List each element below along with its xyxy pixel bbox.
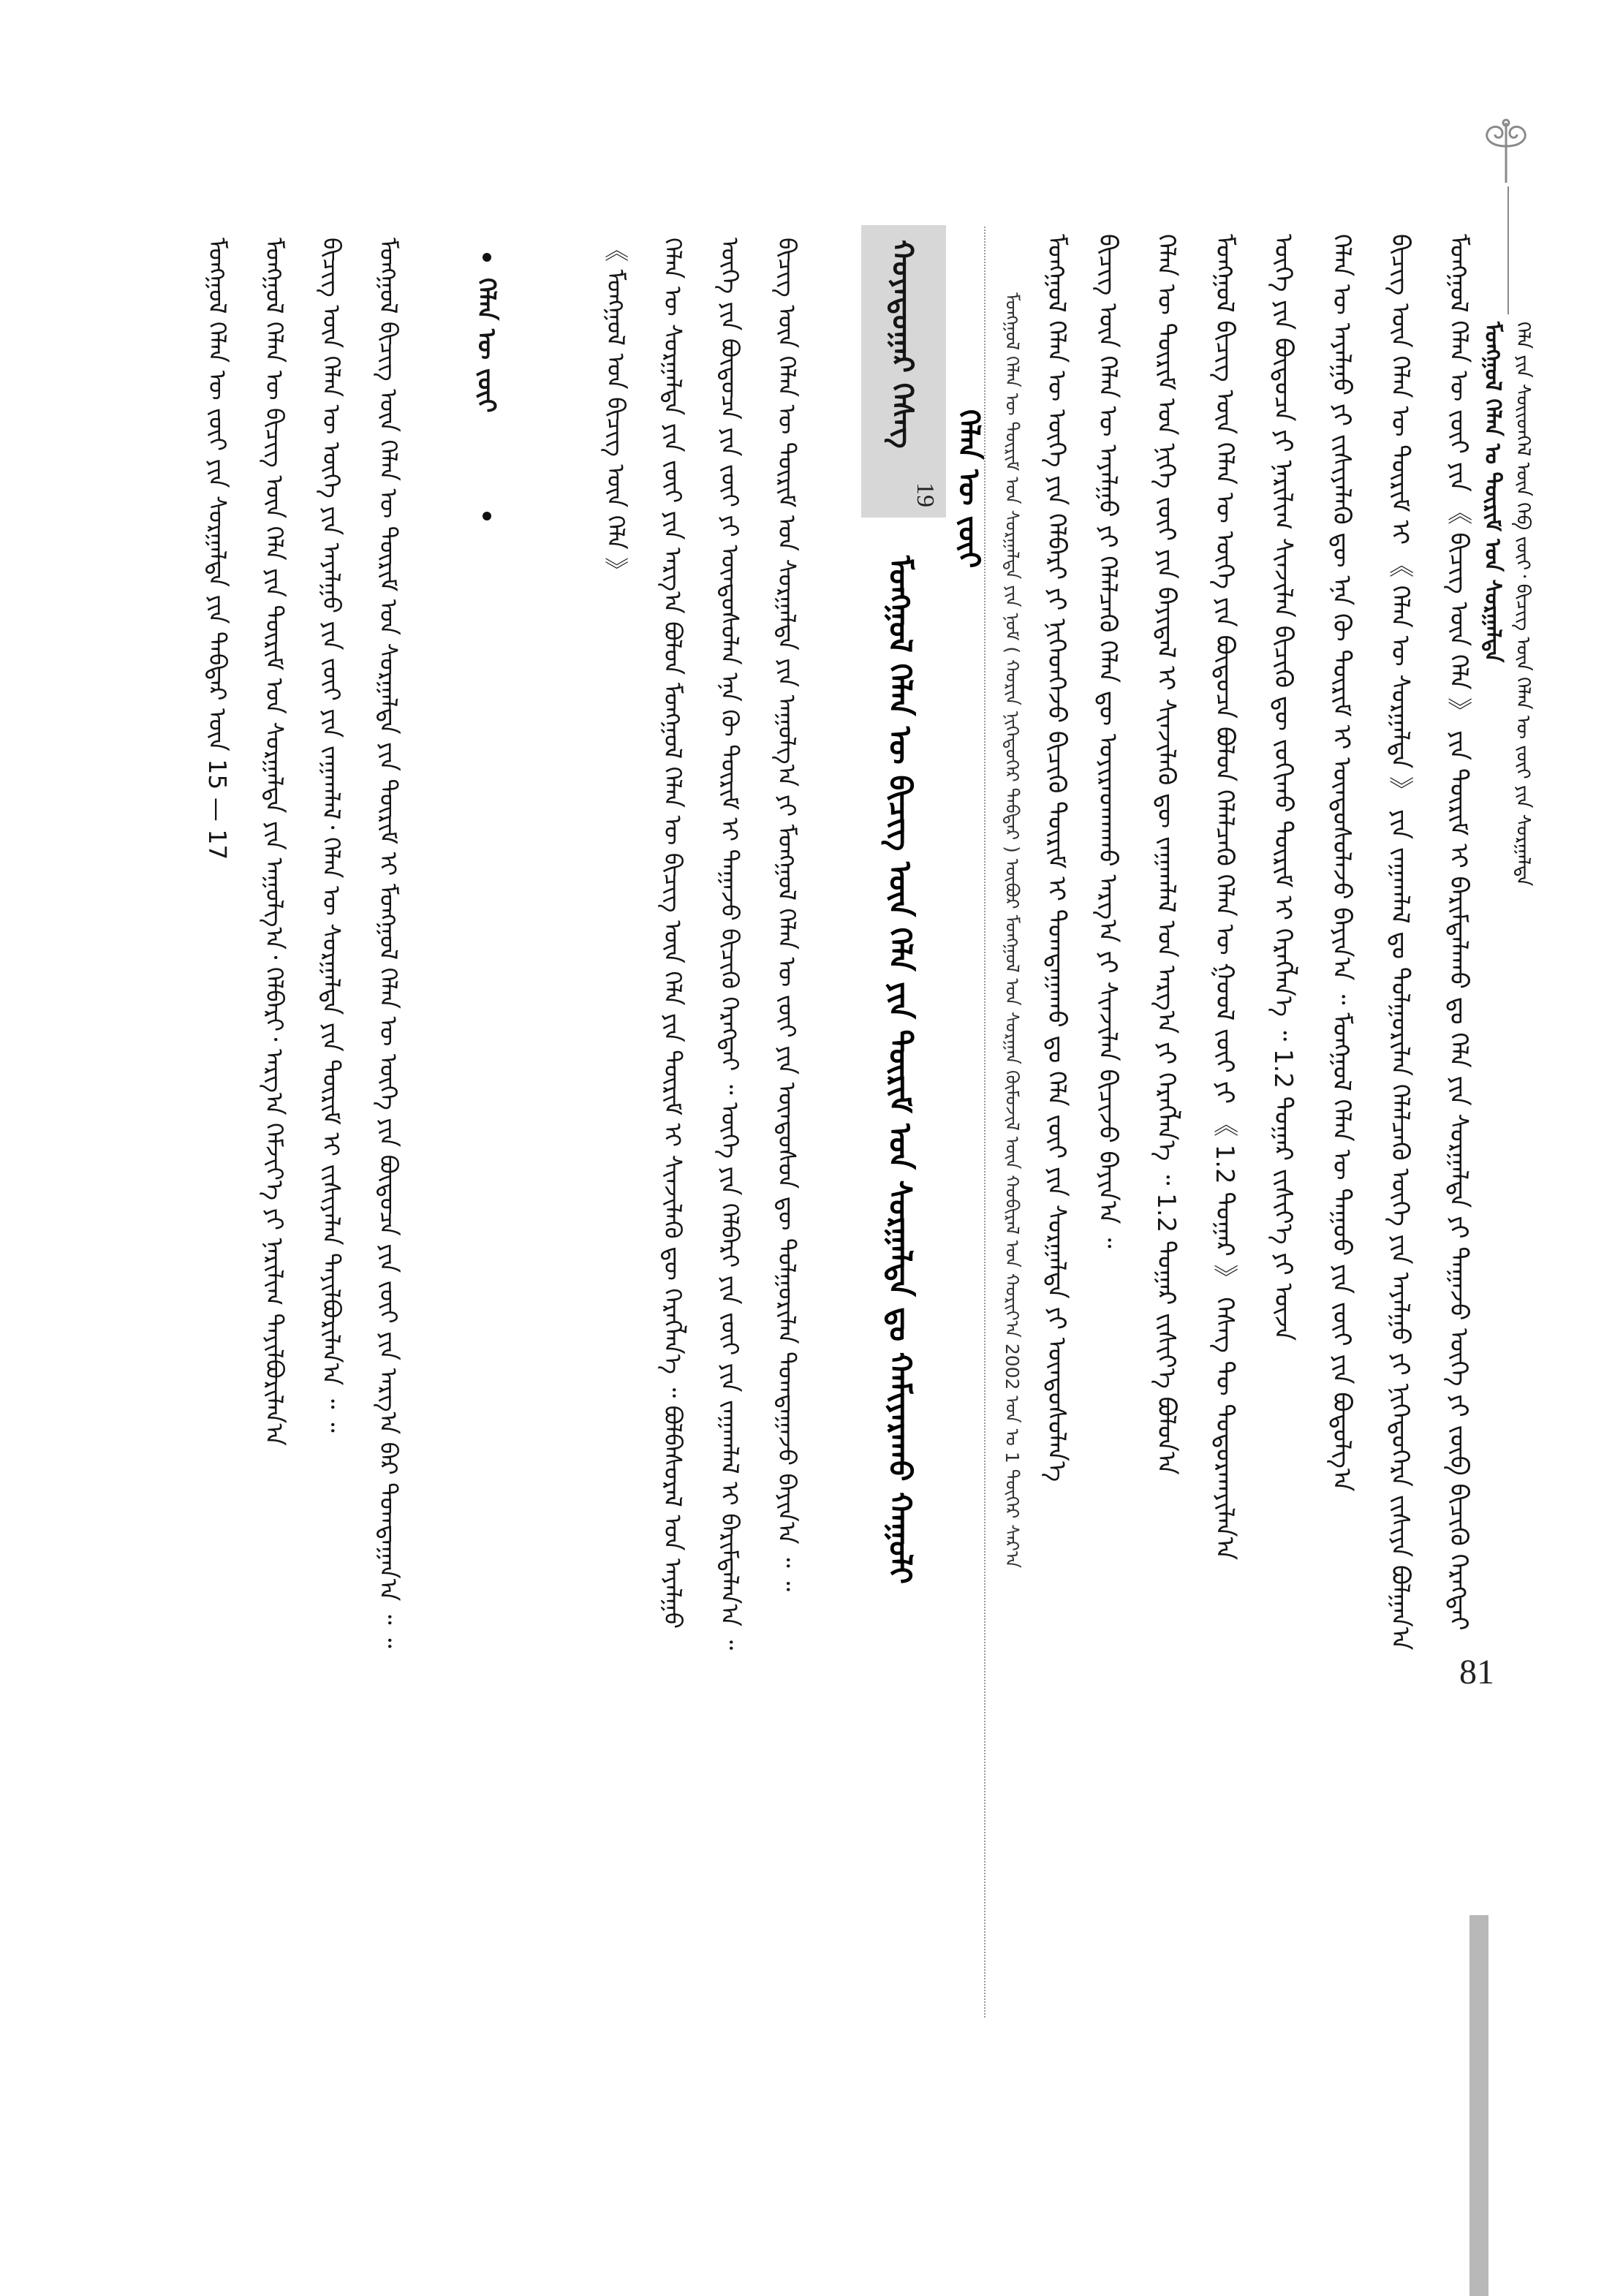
quotation-line: ᠮᠣᠩᠭᠣᠯ ᠬᠡᠯᠡᠨ ᠦ ᠦᠭᠡ ᠶᠢᠨ ᠬᠡᠯᠪᠡᠷᠢ ᠶᠢ ᠨᠢᠭᠡᠳᠭᠡᠵᠦ ᠪᠢᠴᠢᠬᠦ ᠳᠦᠷᠢᠮ ᠢ ᠲᠣᠭᠲᠠᠭᠠᠬᠤ ᠳᠤ ᠬᠡᠯᠡ ᠵᠦᠢ ᠶᠢᠨ ᠰᠤᠷᠭᠠᠯᠳᠠ ᠶᠢ ᠦᠨᠳᠦᠰᠦᠯᠡᠨ᠎ᠡ [1042,234,1071,1482]
quotation-line: ᠮᠣᠩᠭᠣᠯ ᠪᠢᠴᠢᠭ᠌ ᠦᠨ ᠬᠡᠯᠡᠨ ᠦ ᠦᠭᠡ ᠶᠢᠨ ᠪᠦᠲᠦᠴᠡ ᠪᠣᠯᠤᠨ ᠬᠡᠯᠡᠯᠴᠡᠬᠦ ᠬᠡᠯᠡᠨ ᠦ ᠭᠤᠤᠯ ᠵᠦᠢ ᠶᠢ 《 1.2 ᠳᠤᠭᠠᠷ 》 ᠬᠡᠰᠡᠭ ᠲᠦ ᠲᠣᠳᠣᠷᠬᠠᠶᠢᠯᠠᠨ᠎ᠠ [1210,234,1239,1561]
header-rule [1507,186,1509,314]
page-number: 81 [1459,1653,1494,1691]
section-heading-box [861,225,946,518]
section-title: ᠮᠣᠩᠭᠣᠯ ᠬᠡᠯᠡᠨ ᠦ ᠪᠢᠴᠢᠭ᠌ ᠦᠨ ᠬᠡᠯᠡ ᠶᠢᠨ ᠳᠦᠷᠢᠮ ᠤᠨ ᠰᠤᠷᠭᠠᠯᠳᠠ ᠳᠤ ᠬᠠᠮᠢᠶᠠᠷᠠᠬᠤ ᠬᠠᠭᠤᠯᠢ [882,556,918,1584]
body-line: ᠬᠡᠯᠡᠨ ᠦ ᠰᠤᠷᠭᠠᠯᠳᠠ ᠶᠢᠨ ᠵᠦᠢ ᠶᠢᠨ ᠠᠷᠭ᠎ᠠ ᠪᠣᠯᠤᠨ ᠮᠣᠩᠭᠣᠯ ᠬᠡᠯᠡᠨ ᠦ ᠪᠢᠴᠢᠭ᠌ ᠦᠨ ᠬᠡᠯᠡ ᠶᠢᠨ ᠳᠦᠷᠢᠮ ᠢ ᠰᠢᠨᠵᠢᠯᠡᠬᠦ ᠳᠦ ᠬᠡᠷᠡᠭᠯᠡᠨ᠎ᠡ ᠃ ᠪᠣᠯᠪᠠᠰᠤᠷᠠᠯ ᠤᠨ ᠠᠶᠠᠯᠭᠤ [659,238,687,1629]
footnote: ᠮᠣᠩᠭᠣᠯ ᠬᠡᠯᠡᠨ ᠦ ᠳᠦᠷᠢᠮ ᠤᠨ ᠰᠤᠷᠭᠠᠯᠳᠠ ᠶᠢᠨ ᠨᠣᠮ ( ᠬᠣᠷᠢᠨ ᠨᠢᠭᠡᠳᠦᠭᠡᠷ ᠳᠡᠪᠲᠡᠷ ) ᠦᠪᠦᠷ ᠮᠣᠩᠭᠣᠯ ᠤᠨ ᠰᠤᠷᠭᠠᠨ ᠬᠦᠮᠦᠵᠢᠯ ᠦᠨ ᠬᠣᠪᠢᠷᠠᠯ ᠤᠨ ᠬᠣᠷᠢᠶ᠎ᠠ 2002 ᠣᠨ ᠤ 1 ᠳᠦᠭᠡᠷ ᠰᠠᠷ᠎ᠠ [1002,292,1023,1569]
bullet-heading: ᠬᠡᠯᠡᠨ ᠦ ᠵᠦᠢ [472,278,501,413]
bullet-dot [483,512,491,520]
curl-ornament-icon [1469,117,1535,186]
body-line: ᠮᠣᠩᠭᠣᠯ ᠪᠢᠴᠢᠭ᠌ ᠦᠨ ᠬᠡᠯᠡᠨ ᠦ ᠳᠦᠷᠢᠮ ᠤᠨ ᠰᠤᠷᠭᠠᠯᠳᠠ ᠶᠢᠨ ᠳᠦᠷᠢᠮ ᠢ ᠮᠣᠩᠭᠣᠯ ᠬᠡᠯᠡᠨ ᠦ ᠦᠭᠡ ᠶᠢᠨ ᠪᠦᠲᠦᠴᠡ ᠶᠢᠨ ᠵᠦᠢ ᠶᠢᠨ ᠠᠷᠭ᠎ᠠ ᠪᠠᠷ ᠲᠣᠭᠲᠠᠭᠠᠨ᠎ᠠ ᠃ ᠃ [374,238,403,1648]
body-line: 《 ᠮᠣᠩᠭᠣᠯ ᠤᠨ ᠪᠢᠴᠢᠭ᠌ ᠦᠨ ᠬᠡᠯᠡ 》 [602,238,630,582]
running-head: ᠮᠣᠩᠭᠣᠯ ᠬᠡᠯᠡᠨ ᠤ ᠳᠦᠷᠢᠮ ᠤᠨ ᠰᠤᠷᠭᠠᠯᠳᠠ [1480,322,1505,663]
bullet-dot [483,253,491,262]
body-line: ᠮᠣᠩᠭᠣᠯ ᠬᠡᠯᠡᠨ ᠦ ᠪᠢᠴᠢᠭ᠌ ᠦᠨ ᠬᠡᠯᠡ ᠶᠢᠨ ᠳᠦᠷᠢᠮ ᠤᠨ ᠰᠤᠷᠭᠠᠯᠳᠠ ᠶᠢᠨ ᠠᠭᠤᠯᠭ᠎ᠠ᠂ ᠬᠡᠯᠪᠡᠷᠢ᠂ ᠠᠷᠭ᠎ᠠ ᠬᠡᠮᠵᠢᠶ᠎ᠡ ᠶᠢ ᠨᠠᠷᠢᠯᠢᠭ ᠲᠠᠶᠢᠯᠪᠤᠷᠢᠯᠠᠨ᠎ᠠ [260,238,289,1446]
quotation-line: ᠮᠣᠩᠭᠣᠯ ᠬᠡᠯᠡᠨ ᠦ ᠵᠦᠢ ᠶᠢᠨ 《 ᠪᠢᠴᠢᠭ᠌ ᠦᠨ ᠬᠡᠯᠡ 》 ᠶᠢᠨ ᠳᠦᠷᠢᠮ ᠢ ᠪᠠᠷᠢᠮᠳᠠᠯᠠᠬᠤ ᠳᠤ ᠬᠡᠯᠡ ᠶᠢᠨ ᠰᠤᠷᠭᠠᠯᠳᠠ ᠶᠢ ᠳᠠᠭᠠᠵᠤ ᠦᠭᠡ ᠶᠢ ᠵᠦᠪ ᠪᠢᠴᠢᠬᠦ ᠬᠡᠷᠡᠭᠳᠡᠢ [1444,234,1473,1631]
body-line: ᠪᠢᠴᠢᠭ᠌ ᠦᠨ ᠬᠡᠯᠡᠨ ᠦ ᠦᠭᠡ ᠶᠢᠨ ᠠᠶᠠᠯᠭᠤ ᠶᠢᠨ ᠵᠦᠢ ᠶᠢᠨ ᠵᠠᠭᠠᠭᠯᠠᠯ᠂ ᠬᠡᠯᠡᠨ ᠦ ᠰᠤᠷᠭᠠᠯᠳᠠ ᠶᠢᠨ ᠳᠦᠷᠢᠮ ᠢ ᠵᠢᠱᠢᠶᠡᠯᠡᠨ ᠲᠠᠶᠢᠯᠪᠤᠷᠢᠯᠠᠨ᠎ᠠ ᠃ ᠃ [317,238,346,1433]
page-side-bar [1469,1915,1488,2296]
quotation-line: ᠪᠢᠴᠢᠭ᠌ ᠦᠨ ᠬᠡᠯᠡᠨ ᠦ ᠠᠶᠠᠯᠭᠤ ᠶᠢ ᠬᠡᠯᠡᠯᠴᠡᠬᠦ ᠬᠡᠯᠡᠨ ᠳᠦ ᠣᠶᠢᠷᠠᠳᠬᠠᠬᠤ ᠠᠷᠭ᠎ᠠ ᠶᠢ ᠰᠢᠨᠵᠢᠯᠡᠨ ᠪᠢᠴᠢᠵᠦ ᠪᠠᠶᠢᠨ᠎ᠠ ᠃ [1093,234,1122,1249]
body-line: ᠪᠢᠴᠢᠭ᠌ ᠦᠨ ᠬᠡᠯᠡᠨ ᠦ ᠳᠦᠷᠢᠮ ᠤᠨ ᠰᠤᠷᠭᠠᠯᠳᠠ ᠶᠢᠨ ᠠᠭᠤᠯᠭ᠎ᠠ ᠶᠢ ᠮᠣᠩᠭᠣᠯ ᠬᠡᠯᠡᠨ ᠦ ᠵᠦᠢ ᠶᠢᠨ ᠦᠨᠳᠦᠰᠦᠨ ᠳᠦ ᠲᠤᠯᠭᠤᠷᠢᠯᠠᠨ ᠲᠣᠭᠲᠠᠭᠠᠵᠤ ᠪᠠᠶᠢᠨ᠎ᠠ ᠃ ᠃ [773,238,801,1591]
quotation-line: ᠪᠢᠴᠢᠭ᠌ ᠦᠨ ᠬᠡᠯᠡᠨ ᠦ ᠳᠦᠷᠢᠮ ᠢ 《 ᠬᠡᠯᠡᠨ ᠦ ᠰᠤᠷᠭᠠᠯᠳᠠ 》 ᠶᠢᠨ ᠵᠠᠭᠠᠭᠯᠠᠯ ᠳᠤ ᠲᠤᠯᠭᠤᠷᠢᠯᠠᠨ ᠬᠡᠯᠡᠯᠴᠡᠬᠦ ᠦᠭᠡ ᠶᠢᠨ ᠠᠶᠠᠯᠭᠤ ᠶᠢ ᠨᠢᠭᠡᠳᠦᠭᠡᠷᠡ ᠵᠢᠱᠢᠶᠡ ᠪᠣᠯᠭᠠᠨ᠎ᠠ [1385,234,1415,1651]
quotation-line: ᠦᠭᠡ ᠶᠢᠨ ᠪᠦᠲᠦᠴᠡ ᠶᠢ ᠨᠠᠷᠢᠯᠢᠭ ᠰᠢᠨᠵᠢᠯᠡᠨ ᠪᠢᠴᠢᠬᠦ ᠳᠦ ᠵᠣᠬᠢᠬᠤ ᠳᠦᠷᠢᠮ ᠢ ᠬᠡᠷᠡᠭᠯᠡᠨ᠎ᠡ ᠃ 1.2 ᠳᠤᠭᠠᠷ ᠵᠢᠰᠢᠶ᠎ᠡ ᠶᠢ ᠦᠵᠡ [1268,234,1298,1341]
quotation-line: ᠬᠡᠯᠡᠨ ᠦ ᠠᠶᠠᠯᠭᠤ ᠶᠢ ᠵᠢᠱᠢᠶᠡᠯᠡᠬᠦ ᠳᠦ ᠡᠨᠡ ᠬᠦ ᠳᠦᠷᠢᠮ ᠢ ᠦᠨᠳᠦᠰᠦᠯᠡᠵᠦ ᠪᠠᠶᠢᠨ᠎ᠠ ᠃ ᠮᠣᠩᠭᠣᠯ ᠬᠡᠯᠡᠨ ᠦ ᠳᠠᠭᠤᠤ ᠶᠢᠨ ᠵᠦᠢ ᠶᠢᠨ ᠪᠣᠳᠤᠯᠭ᠎ᠠ [1327,234,1356,1492]
section-heading-label: ᠬᠣᠶᠠᠳᠤᠭᠠᠷ ᠬᠡᠰᠡᠭ [885,240,919,449]
running-head-section: ᠬᠡᠯᠡ ᠶᠢᠨ ᠰᠦᠢᠳᠬᠡᠯ ᠦᠨ ᠬᠡᠪ ᠵᠦᠢ᠂ ᠪᠢᠴᠢᠭ᠌ ᠦᠨ ᠬᠡᠯᠡᠨ ᠦ ᠵᠦᠢ ᠶᠢᠨ ᠰᠤᠷᠭᠠᠯᠳᠠ [1512,322,1534,887]
section-number: 19 [912,482,939,507]
section-title-tail: ᠬᠡᠯᠡᠨ ᠦ ᠵᠦᠢ [952,409,985,569]
body-line: ᠦᠭᠡ ᠶᠢᠨ ᠪᠦᠲᠦᠴᠡ ᠶᠢᠨ ᠵᠦᠢ ᠶᠢ ᠦᠨᠳᠦᠰᠦᠯᠡᠨ ᠡᠨᠡ ᠬᠦ ᠳᠦᠷᠢᠮ ᠢ ᠳᠠᠭᠠᠵᠤ ᠪᠢᠴᠢᠬᠦ ᠬᠡᠷᠡᠭᠳᠡᠢ ᠃ ᠦᠭᠡ ᠶᠢᠨ ᠬᠡᠯᠪᠡᠷᠢ ᠶᠢᠨ ᠵᠦᠢ ᠶᠢᠨ ᠵᠠᠭᠠᠭᠯᠠᠯ ᠢ ᠪᠠᠷᠢᠮᠳᠠᠯᠠᠨ᠎ᠠ ᠃ [716,238,744,1651]
body-line: ᠮᠣᠩᠭᠣᠯ ᠬᠡᠯᠡᠨ ᠦ ᠵᠦᠢ ᠶᠢᠨ ᠰᠤᠷᠭᠠᠯᠳᠠ ᠶᠢᠨ ᠳᠡᠪᠲᠡᠷ ᠦᠨ 15 — 17 [203,238,232,860]
quotation-line: ᠬᠡᠯᠡᠨ ᠦ ᠳᠦᠷᠢᠮ ᠤᠨ ᠨᠢᠭᠡ ᠵᠦᠢ ᠶᠢᠨ ᠪᠠᠶᠢᠳᠠᠯ ᠢ ᠰᠢᠨᠵᠢᠯᠡᠬᠦ ᠳᠦ ᠵᠠᠭᠠᠭᠯᠠᠯ ᠤᠨ ᠠᠷᠭ᠎ᠠ ᠶᠢ ᠬᠡᠷᠡᠭᠯᠡᠨ᠎ᠡ ᠃ 1.2 ᠳᠤᠭᠠᠷ ᠵᠢᠰᠢᠶ᠎ᠡ ᠪᠣᠯᠤᠨ᠎ᠠ [1151,234,1181,1475]
